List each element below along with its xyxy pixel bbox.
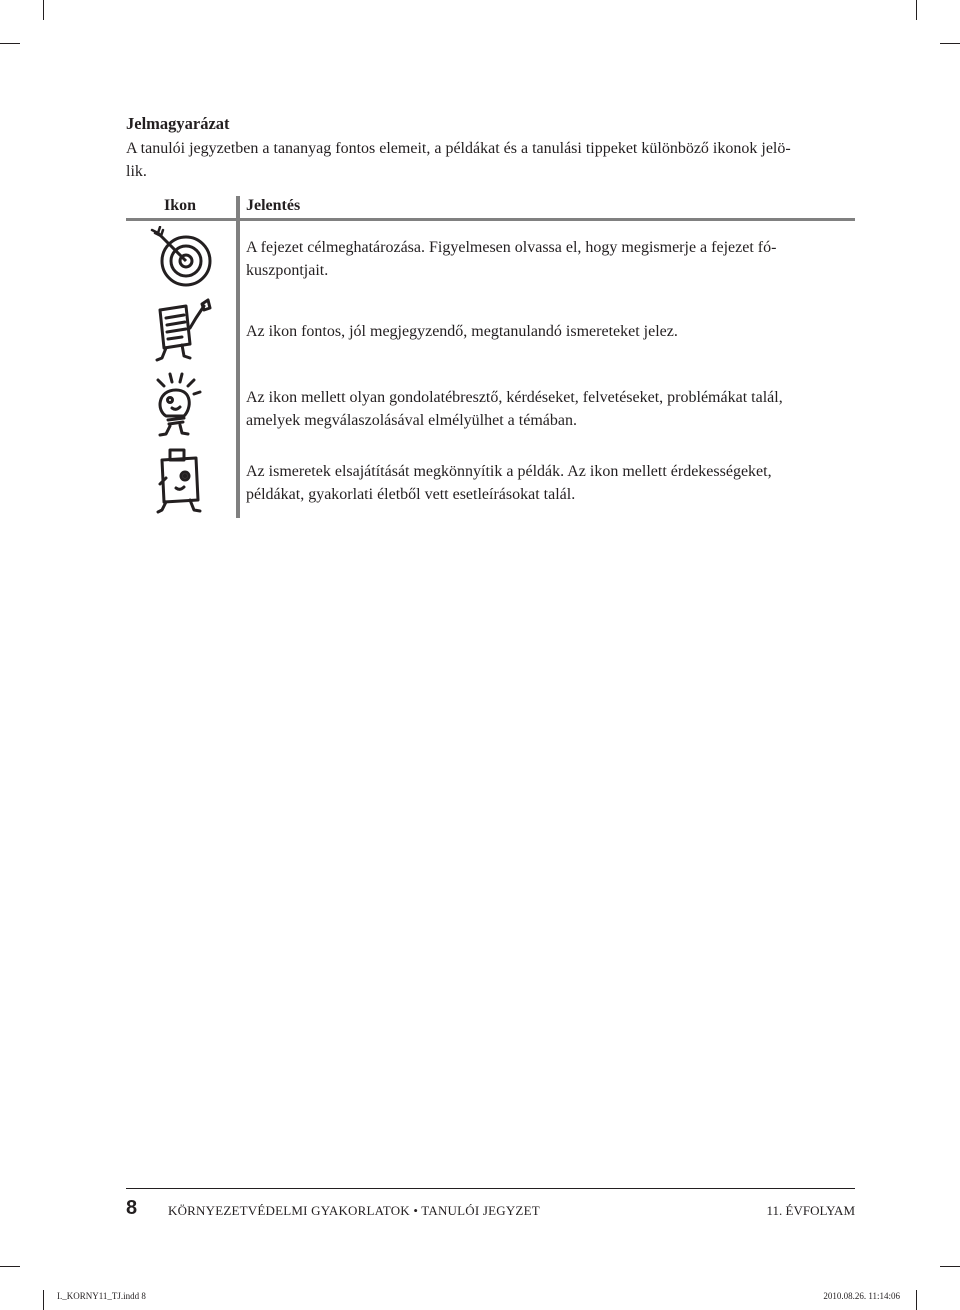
book-figure-icon [152,448,212,514]
page-number: 8 [126,1197,138,1219]
row-text-line: példákat, gyakorlati életből vett esetleírásokat talál. [246,486,576,503]
intro-line: A tanulói jegyzetben a tananyag fontos elemeit, a példákat és a tanulási tippeket különböző ikonok jelö- [126,140,791,157]
column-header-meaning: Jelentés [246,197,301,214]
footer-rule [126,1188,855,1189]
crop-mark [0,1266,20,1267]
crop-mark [940,1266,960,1267]
crop-mark [43,1290,44,1310]
row-text-line: amelyek megválaszolásával elmélyülhet a témában. [246,412,577,429]
slug-filename: I._KORNY11_TJ.indd 8 [57,1291,146,1301]
legend-row-note [246,320,848,343]
column-header-icon: Ikon [164,197,197,214]
footer-grade: 11. ÉVFOLYAM [766,1203,855,1218]
legend-row-book [246,460,848,506]
row-text-line: Az ismeretek elsajátítását megkönnyítik a példák. Az ikon mellett érdekességeket, [246,463,772,480]
row-text-line: kuszpontjait. [246,262,329,279]
legend-row-target [246,236,848,282]
slug-timestamp: 2010.08.26. 11:14:06 [823,1291,900,1301]
lightbulb-icon [150,372,208,438]
note-pen-icon [152,298,214,364]
table-column-divider [236,196,240,518]
crop-mark [916,1290,917,1310]
target-icon [148,226,216,290]
legend-intro [126,137,856,183]
row-text-line: Az ikon fontos, jól megjegyzendő, megtanulandó ismereteket jelez. [246,323,678,340]
crop-mark [43,0,44,20]
crop-mark [940,43,960,44]
footer-title: KÖRNYEZETVÉDELMI GYAKORLATOK • TANULÓI JEGYZET [168,1203,540,1218]
crop-mark [916,0,917,20]
row-text-line: A fejezet célmeghatározása. Figyelmesen olvassa el, hogy megismerje a fejezet fó- [246,239,777,256]
legend-heading: Jelmagyarázat [126,114,230,133]
crop-mark [0,43,20,44]
intro-line: lik. [126,163,147,180]
row-text-line: Az ikon mellett olyan gondolatébresztő, kérdéseket, felvetéseket, problémákat talál, [246,389,783,406]
legend-row-lightbulb [246,386,848,432]
